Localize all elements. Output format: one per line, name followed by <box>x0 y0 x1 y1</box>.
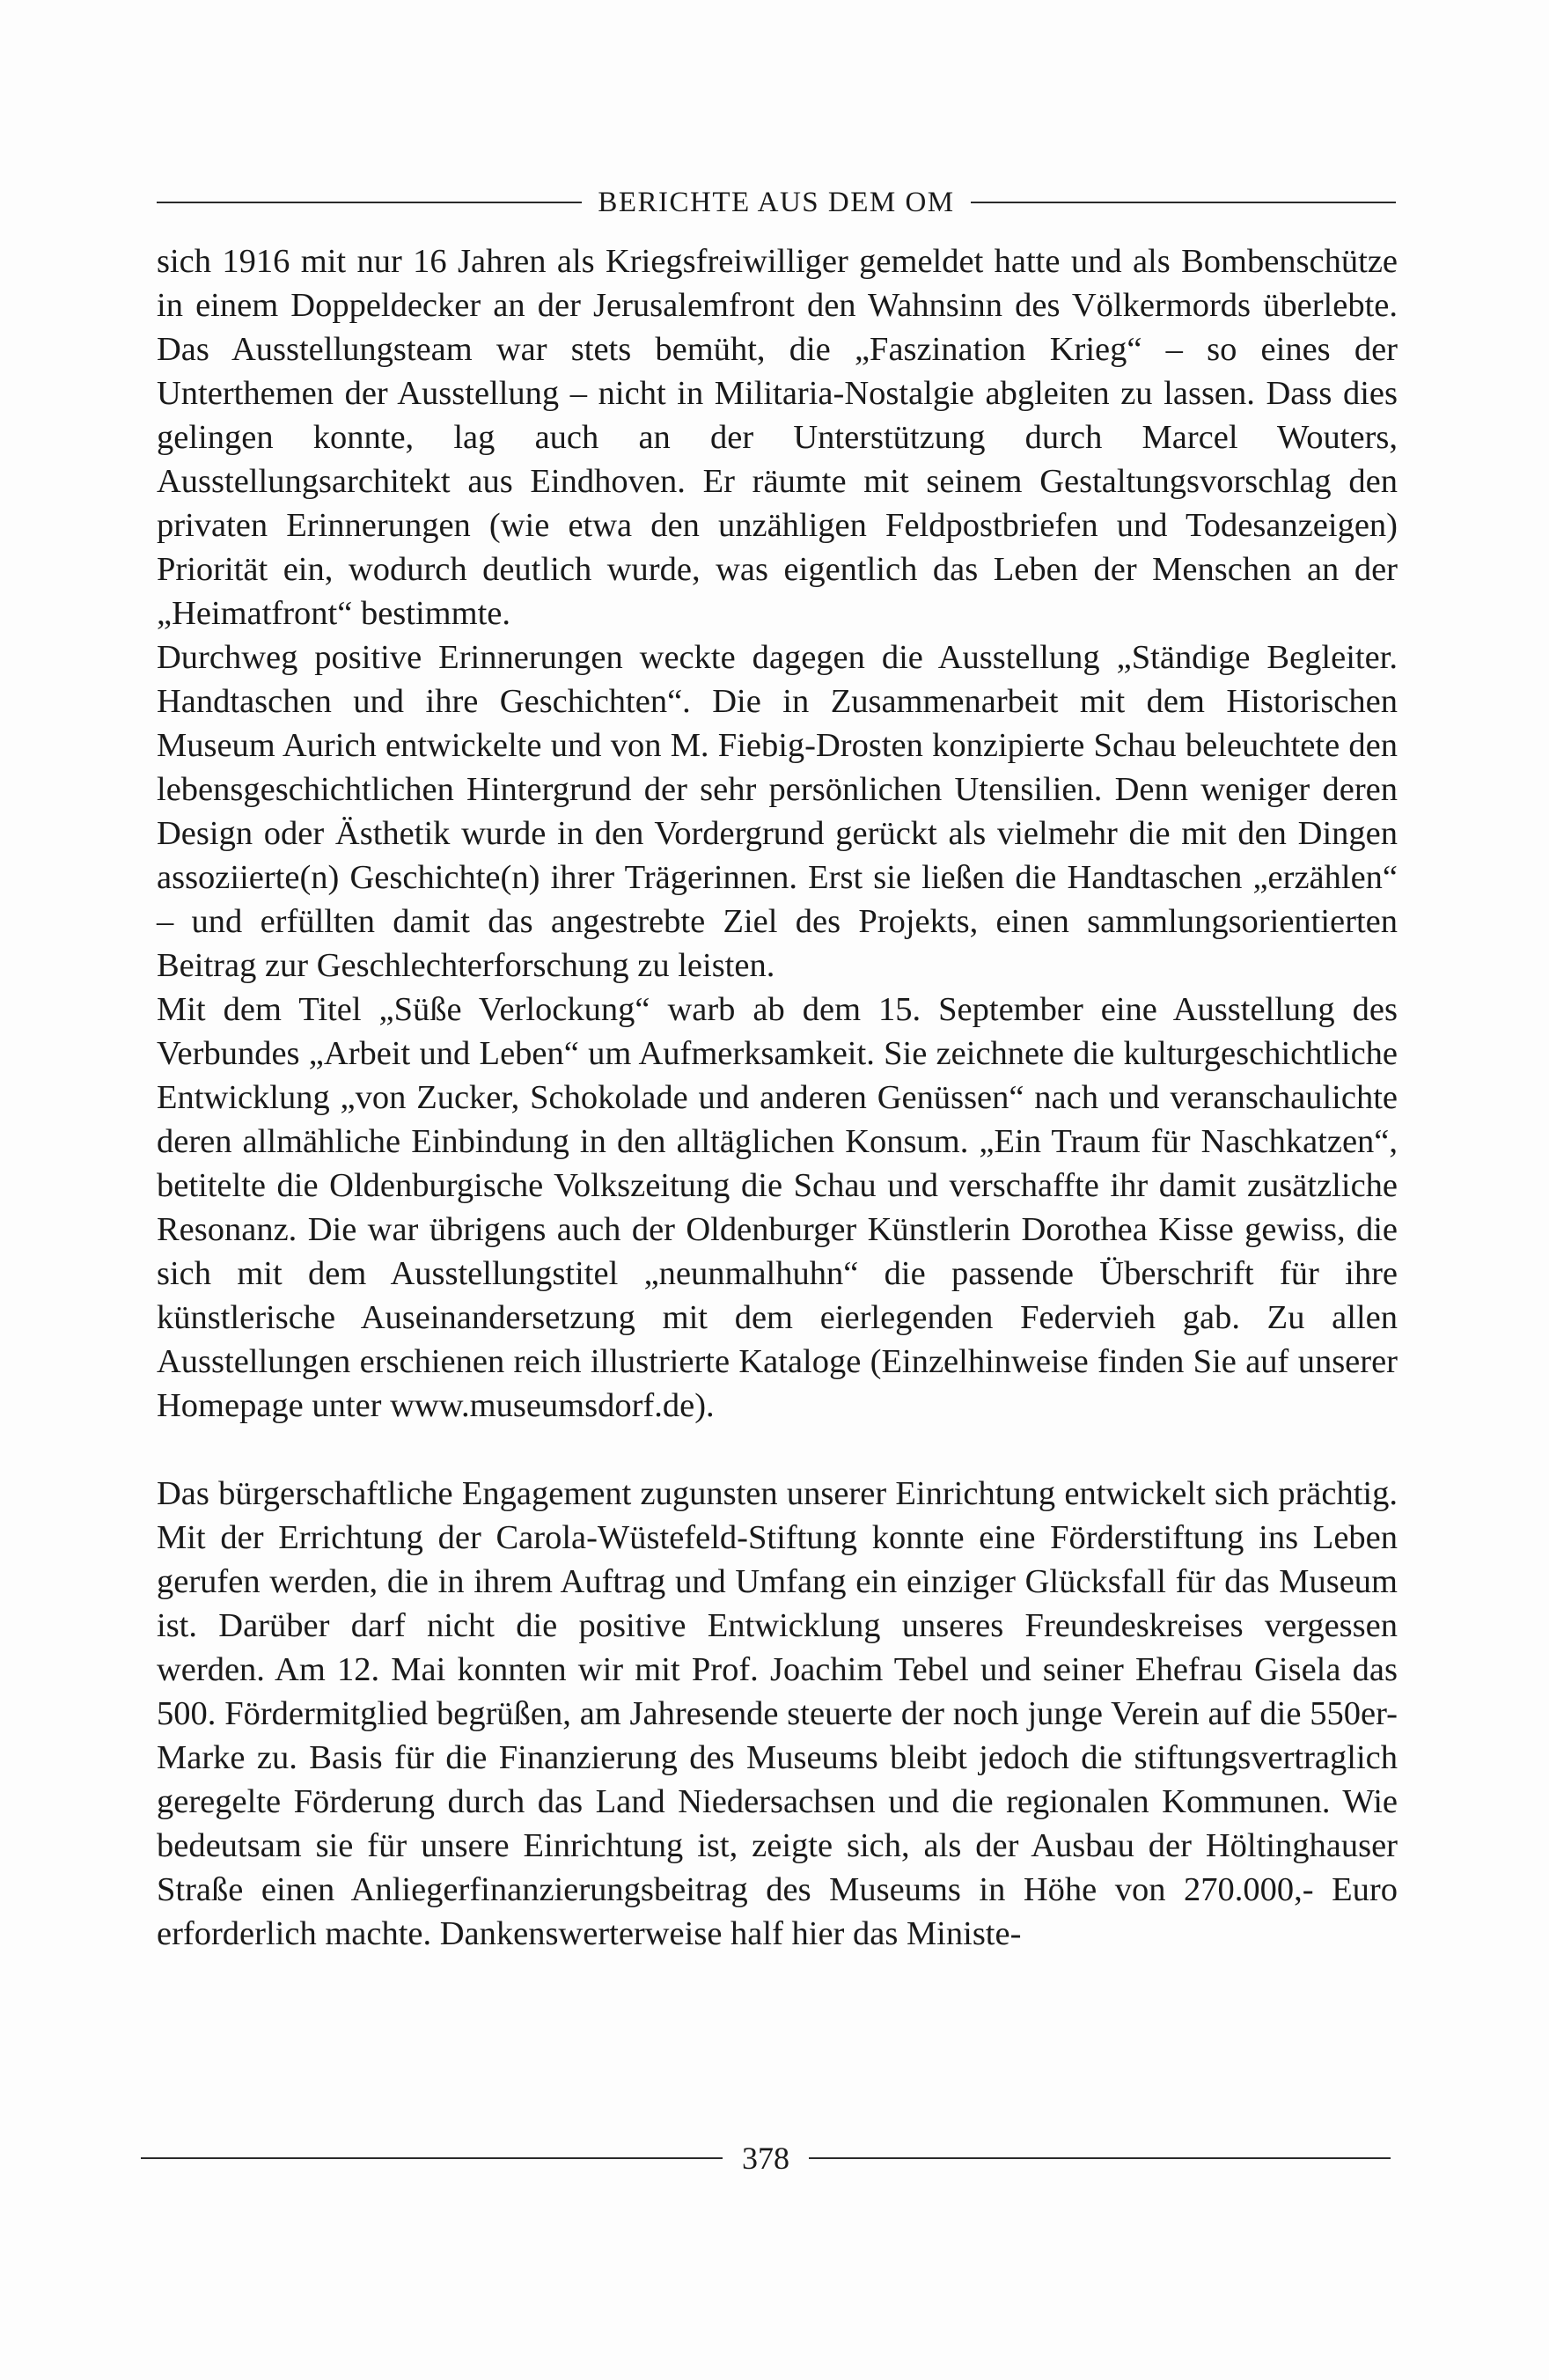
footer-rule-right <box>809 2157 1391 2159</box>
header-rule-right <box>971 202 1396 203</box>
header-rule-left <box>157 202 582 203</box>
footer-rule-left <box>141 2157 723 2159</box>
paragraph-civic-engagement: Das bürgerschaftliche Engagement zugunsten unserer Einrichtung entwickelt sich prächtig. Mit der Errichtung der Carola-Wüstefeld-Stiftung konnte eine Förderstiftung ins Leben gerufen werden, die in ihrem Auftrag und Umfang ein einziger Glücksfall für das Museum ist. Darüber darf nicht die positive Entwicklung unseres Freundeskreises vergessen werden. Am 12. Mai konnten wir mit Prof. Joachim Tebel und seiner Ehefrau Gisela das 500. Fördermitglied begrüßen, am Jahresende steuerte der noch junge Verein auf die 550er-Marke zu. Basis für die Finanzierung des Museums bleibt jedoch die stiftungsvertraglich geregelte Förderung durch das Land Niedersachsen und die regionalen Kommunen. Wie bedeutsam sie für unsere Einrichtung ist, zeigte sich, als der Ausbau der Höltinghauser Straße einen Anliegerfinanzierungsbeitrag des Museums in Höhe von 270.000,- Euro erforderlich machte. Dankenswerterweise half hier das Ministe- <box>157 1475 1398 1952</box>
paragraph-war-exhibition: sich 1916 mit nur 16 Jahren als Kriegsfreiwilliger gemeldet hatte und als Bombenschütze in einem Doppeldecker an der Jerusalemfront den Wahnsinn des Völkermords überlebte. Das Ausstellungsteam war stets bemüht, die „Faszination Krieg“ – so eines der Unterthemen der Ausstellung – nicht in Militaria-Nostalgie abgleiten zu lassen. Dass dies gelingen konnte, lag auch an der Unterstützung durch Marcel Wouters, Ausstellungsarchitekt aus Eindhoven. Er räumte mit seinem Gestaltungsvorschlag den privaten Erinnerungen (wie etwa den unzähligen Feldpostbriefen und Todesanzeigen) Priorität ein, wodurch deutlich wurde, was eigentlich das Leben der Menschen an der „Heimatfront“ bestimmte. <box>157 243 1398 632</box>
running-header <box>157 183 1396 222</box>
body-text <box>157 239 1398 1956</box>
running-header-title: BERICHTE AUS DEM OM <box>598 186 955 218</box>
paragraph-handbags-exhibition: Durchweg positive Erinnerungen weckte dagegen die Ausstellung „Ständige Begleiter. Handtaschen und ihre Geschichten“. Die in Zusammenarbeit mit dem Historischen Museum Aurich entwickelte und von M. Fiebig-Drosten konzipierte Schau beleuchtete den lebensgeschichtlichen Hintergrund der sehr persönlichen Utensilien. Denn weniger deren Design oder Ästhetik wurde in den Vordergrund gerückt als vielmehr die mit den Dingen assoziierte(n) Geschichte(n) ihrer Trägerinnen. Erst sie ließen die Handtaschen „erzählen“ – und erfüllten damit das angestrebte Ziel des Projekts, einen sammlungsorientierten Beitrag zur Geschlechterforschung zu leisten. <box>157 639 1398 984</box>
paragraph-sweets-exhibition: Mit dem Titel „Süße Verlockung“ warb ab dem 15. September eine Ausstellung des Verbundes „Arbeit und Leben“ um Aufmerksamkeit. Sie zeichnete die kulturgeschichtliche Entwicklung „von Zucker, Schokolade und anderen Genüssen“ nach und veranschaulichte deren allmähliche Einbindung in den alltäglichen Konsum. „Ein Traum für Naschkatzen“, betitelte die Oldenburgische Volkszeitung die Schau und verschaffte ihr damit zusätzliche Resonanz. Die war übrigens auch der Oldenburger Künstlerin Dorothea Kisse gewiss, die sich mit dem Ausstellungstitel „neunmalhuhn“ die passende Überschrift für ihre künstlerische Auseinandersetzung mit dem eierlegenden Federvieh gab. Zu allen Ausstellungen erschienen reich illustrierte Kataloge (Einzelhinweise finden Sie auf unserer Homepage unter www.museumsdorf.de). <box>157 991 1398 1424</box>
page-number: 378 <box>742 2141 789 2176</box>
page-footer <box>141 2139 1391 2178</box>
